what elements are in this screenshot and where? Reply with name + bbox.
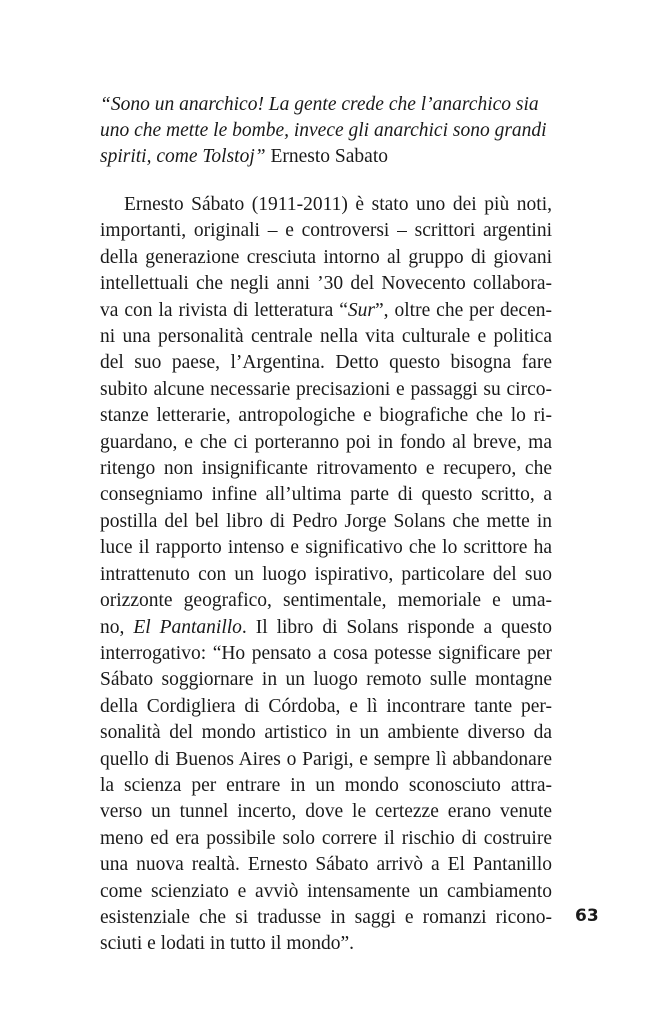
text-fragment: va con la rivista di letteratura “ bbox=[100, 299, 348, 321]
text-line: meno ed era possibile solo correre il rischio di costruire bbox=[100, 827, 552, 849]
text-line: subito alcune necessarie precisazioni e passaggi su circo- bbox=[100, 378, 552, 400]
body-paragraph bbox=[100, 192, 552, 958]
text-line: la scienza per entrare in un mondo sconosciuto attra- bbox=[100, 774, 552, 796]
place-title: El Pantanillo bbox=[133, 616, 242, 638]
epigraph-author: Ernesto Sabato bbox=[270, 146, 388, 167]
text-line: della Cordigliera di Córdoba, e lì incontrare tante per- bbox=[100, 695, 552, 717]
text-fragment: no, bbox=[100, 616, 134, 638]
text-line: una nuova realtà. Ernesto Sábato arrivò a El Pantanillo bbox=[100, 854, 552, 876]
text-line: intellettuali che negli anni ’30 del Novecento collabora- bbox=[100, 273, 552, 295]
text-line: consegniamo infine all’ultima parte di questo scritto, a bbox=[100, 484, 552, 506]
text-line: ritengo non insignificante ritrovamento e recupero, che bbox=[100, 458, 552, 480]
text-line: del suo paese, l’Argentina. Detto questo bisogna fare bbox=[100, 352, 552, 374]
text-line bbox=[100, 615, 552, 641]
text-fragment: . Il libro di Solans risponde a questo bbox=[241, 616, 552, 638]
text-line: Ernesto Sábato (1911-2011) è stato uno dei più noti, bbox=[124, 194, 552, 215]
text-line: stanze letterarie, antropologiche e biografiche che lo ri- bbox=[100, 405, 552, 427]
text-line: come scienziato e avviò intensamente un cambiamento bbox=[100, 880, 552, 902]
text-line: postilla del bel libro di Pedro Jorge Solans che mette in bbox=[100, 510, 552, 532]
text-line: ni una personalità centrale nella vita culturale e politica bbox=[100, 326, 552, 348]
text-line: intrattenuto con un luogo ispirativo, particolare del suo bbox=[100, 563, 552, 585]
text-line bbox=[100, 298, 552, 324]
text-line: Sábato soggiornare in un luogo remoto sulle montagne bbox=[100, 669, 552, 691]
text-line: luce il rapporto intenso e significativo che lo scrittore ha bbox=[100, 537, 552, 559]
text-fragment: ”, oltre che per decen- bbox=[375, 299, 552, 321]
text-line: quello di Buenos Aires o Parigi, e sempre lì abbandonare bbox=[100, 748, 552, 770]
page-content bbox=[100, 92, 552, 958]
magazine-title: Sur bbox=[347, 299, 376, 321]
text-line: della generazione cresciuta intorno al gruppo di giovani bbox=[100, 246, 552, 268]
epigraph bbox=[100, 92, 552, 170]
epigraph-quote: “Sono un anarchico! La gente crede che l’anarchico sia uno che mette le bombe, invece gli anarchici sono grandi spiriti, come Tolstoj” bbox=[100, 94, 547, 167]
text-line: orizzonte geografico, sentimentale, memoriale e uma- bbox=[100, 590, 552, 612]
text-line: verso un tunnel incerto, dove le certezze erano venute bbox=[100, 801, 552, 823]
text-line: guardano, e che ci porteranno poi in fondo al breve, ma bbox=[100, 431, 552, 453]
text-line: interrogativo: “Ho pensato a cosa potesse significare per bbox=[100, 642, 552, 664]
text-line: esistenziale che si tradusse in saggi e romanzi ricono- bbox=[100, 906, 552, 928]
text-line: sciuti e lodati in tutto il mondo”. bbox=[100, 933, 355, 955]
text-line: sonalità del mondo artistico in un ambiente diverso da bbox=[100, 722, 552, 744]
text-line: importanti, originali – e controversi – scrittori argentini bbox=[100, 220, 552, 242]
page-number: 63 bbox=[575, 906, 599, 926]
